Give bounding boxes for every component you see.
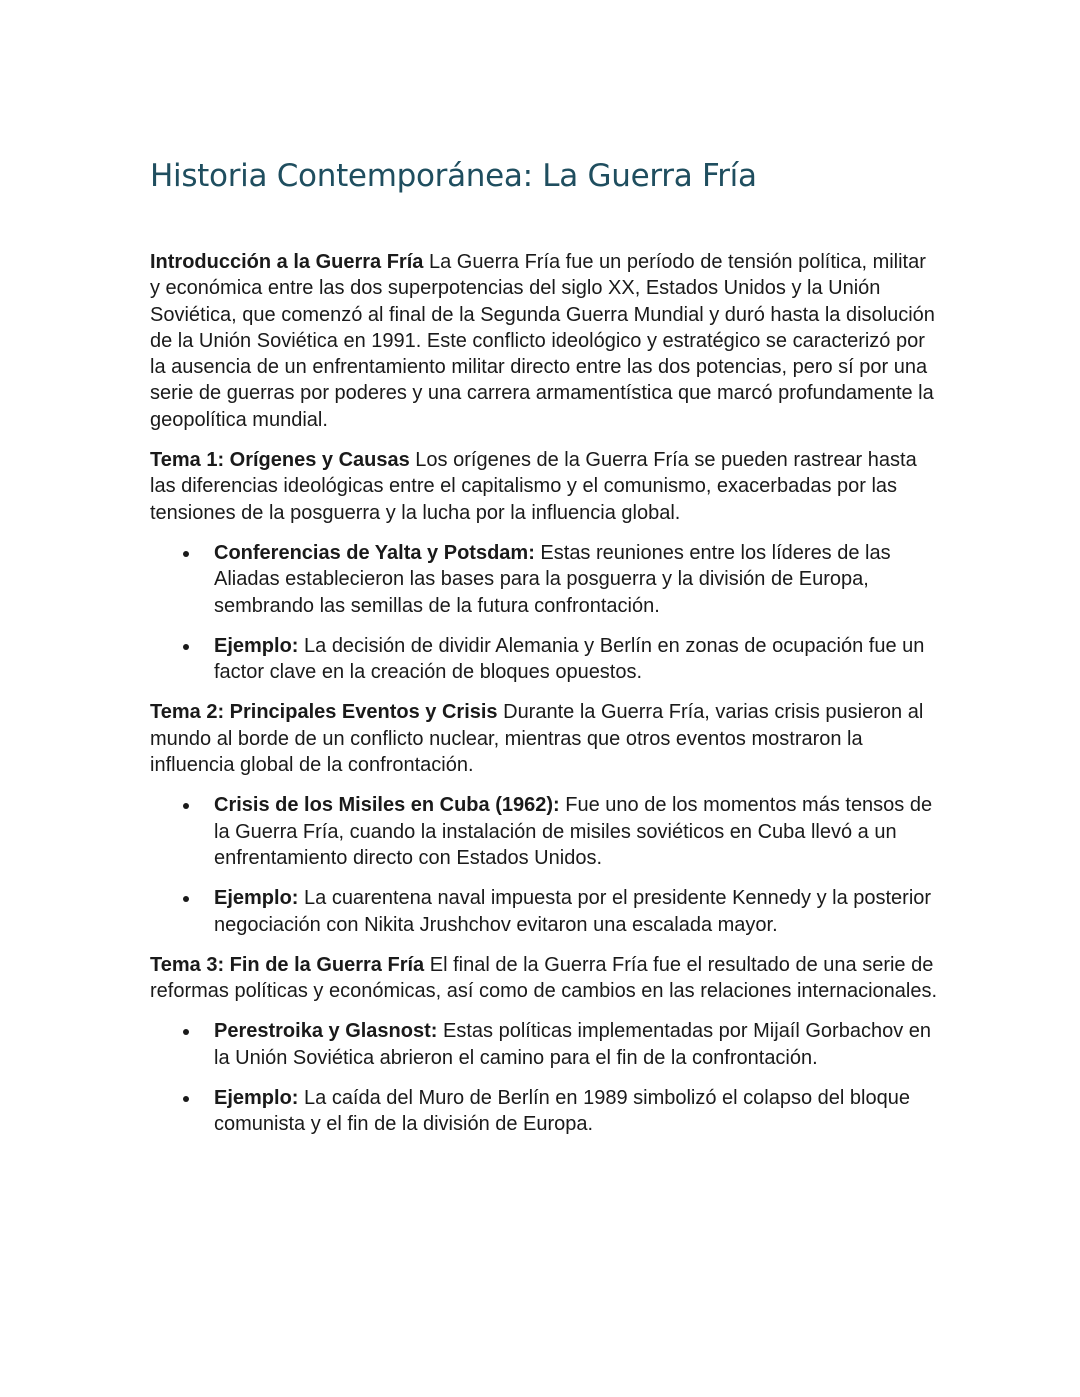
bullet-text: Fue uno de los momentos más tensos de la Guerra Fría, cuando la instalación de misiles soviéticos en Cuba llevó a un enfrentamiento directo con Estados Unidos.: [214, 794, 933, 869]
intro-paragraph: [150, 249, 940, 433]
section-1-heading: Tema 1: Orígenes y Causas: [150, 449, 410, 472]
section-3-bullet-list: [150, 1018, 940, 1137]
section-2-heading: Tema 2: Principales Eventos y Crisis: [150, 701, 498, 724]
bullet-text: Estas políticas implementadas por Mijaíl Gorbachov en la Unión Soviética abrieron el camino para el fin de la confrontación.: [214, 1020, 932, 1069]
bullet-icon: [183, 1096, 189, 1102]
list-item: [150, 1018, 940, 1071]
bullet-label: Crisis de los Misiles en Cuba (1962):: [214, 794, 560, 817]
section-1-text: Los orígenes de la Guerra Fría se pueden rastrear hasta las diferencias ideológicas entre el capitalismo y el comunismo, exacerbadas por las tensiones de la posguerra y la lucha por la influencia global.: [150, 449, 917, 524]
bullet-icon: [183, 896, 189, 902]
section-2-text: Durante la Guerra Fría, varias crisis pusieron al mundo al borde de un conflicto nuclear, mientras que otros eventos mostraron la influencia global de la confrontación.: [150, 701, 924, 777]
bullet-text: Estas reuniones entre los líderes de las Aliadas establecieron las bases para la posguerra y la división de Europa, sembrando las semillas de la futura confrontación.: [214, 541, 891, 617]
section-3-heading: Tema 3: Fin de la Guerra Fría: [150, 953, 425, 976]
intro-text: La Guerra Fría fue un período de tensión política, militar y económica entre las dos superpotencias del siglo XX, Estados Unidos y la Unión Soviética, que comenzó al final de la Segunda Guerra Mundial y duró hasta la disolución de la Unión Soviética en 1991. Este conflicto ideológico y estratégico se caracterizó por la ausencia de un enfrentamiento militar directo entre las dos potencias, pero sí por una serie de guerras por poderes y una carrera armamentística que marcó profundamente la geopolítica mundial.: [150, 251, 935, 431]
section-3-paragraph: [150, 952, 940, 1005]
bullet-text: La cuarentena naval impuesta por el presidente Kennedy y la posterior negociación con Nikita Jrushchov evitaron una escalada mayor.: [214, 887, 932, 936]
bullet-icon: [183, 1029, 189, 1035]
section-3-text: El final de la Guerra Fría fue el resultado de una serie de reformas políticas y económicas, así como de cambios en las relaciones internacionales.: [150, 953, 938, 1003]
section-2-paragraph: [150, 699, 940, 778]
bullet-icon: [183, 803, 189, 809]
section-1-paragraph: [150, 447, 940, 526]
bullet-text: La decisión de dividir Alemania y Berlín en zonas de ocupación fue un factor clave en la creación de bloques opuestos.: [214, 634, 925, 684]
bullet-label: Ejemplo:: [214, 634, 299, 657]
list-item: [150, 885, 940, 938]
bullet-label: Conferencias de Yalta y Potsdam:: [214, 541, 535, 564]
bullet-icon: [183, 551, 189, 557]
section-1-bullet-list: [150, 540, 940, 685]
section-2-bullet-list: [150, 792, 940, 937]
bullet-label: Perestroika y Glasnost:: [214, 1020, 438, 1043]
list-item: [150, 792, 940, 871]
intro-heading: Introducción a la Guerra Fría: [150, 251, 424, 273]
bullet-label: Ejemplo:: [214, 887, 299, 910]
list-item: [150, 633, 940, 686]
document-title: Historia Contemporánea: La Guerra Fría: [150, 158, 757, 194]
bullet-text: La caída del Muro de Berlín en 1989 simbolizó el colapso del bloque comunista y el fin de la división de Europa.: [214, 1087, 910, 1136]
list-item: [150, 540, 940, 619]
bullet-label: Ejemplo:: [214, 1087, 299, 1110]
bullet-icon: [183, 644, 189, 650]
list-item: [150, 1085, 940, 1138]
document-body: [150, 249, 940, 1152]
